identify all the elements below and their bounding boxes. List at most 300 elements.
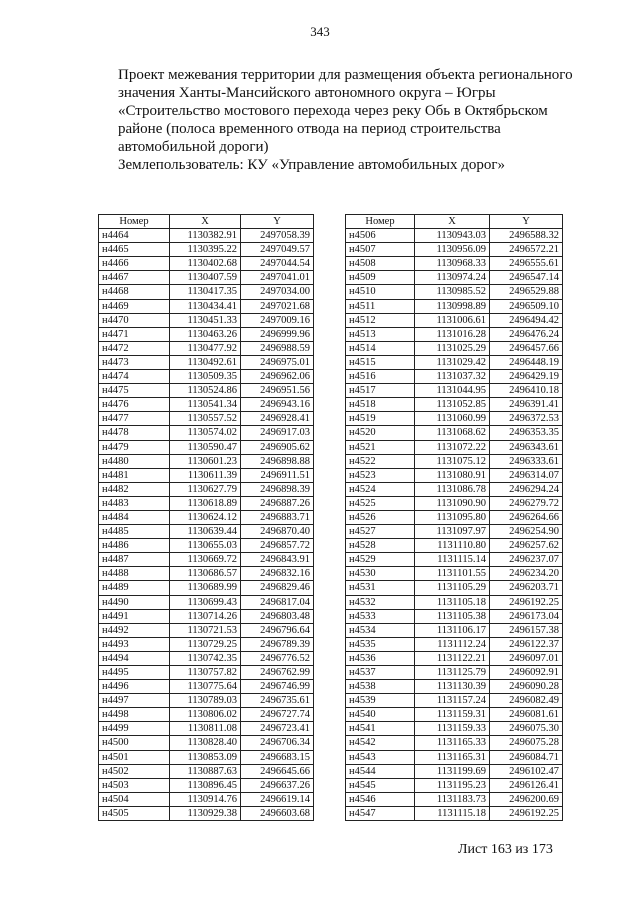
- x-coordinate-cell: 1130524.86: [170, 384, 241, 398]
- point-number-cell: н4470: [99, 313, 170, 327]
- point-number-cell: н4510: [346, 285, 415, 299]
- y-coordinate-cell: 2496789.39: [241, 637, 314, 651]
- x-coordinate-cell: 1130627.79: [170, 482, 241, 496]
- document-title: [118, 66, 598, 174]
- table-row: [99, 440, 314, 454]
- table-row: [99, 651, 314, 665]
- y-coordinate-cell: 2496173.04: [490, 609, 563, 623]
- point-number-cell: н4489: [99, 581, 170, 595]
- point-number-cell: н4530: [346, 567, 415, 581]
- point-number-cell: н4508: [346, 257, 415, 271]
- table-row: [99, 468, 314, 482]
- x-coordinate-cell: 1131052.85: [415, 398, 490, 412]
- table-row: [346, 229, 563, 243]
- table-row: [346, 708, 563, 722]
- x-coordinate-cell: 1130402.68: [170, 257, 241, 271]
- point-number-cell: н4467: [99, 271, 170, 285]
- point-number-cell: н4502: [99, 764, 170, 778]
- table-row: [99, 623, 314, 637]
- x-coordinate-cell: 1131090.90: [415, 496, 490, 510]
- y-coordinate-cell: 2496157.38: [490, 623, 563, 637]
- point-number-cell: н4505: [99, 806, 170, 820]
- table-row: [346, 454, 563, 468]
- title-line: районе (полоса временного отвода на период строительства: [118, 121, 501, 137]
- point-number-cell: н4483: [99, 496, 170, 510]
- table-row: [346, 355, 563, 369]
- table-row: [99, 496, 314, 510]
- x-coordinate-cell: 1130382.91: [170, 229, 241, 243]
- y-coordinate-cell: 2496746.99: [241, 680, 314, 694]
- point-number-cell: н4522: [346, 454, 415, 468]
- table-row: [99, 581, 314, 595]
- y-coordinate-cell: 2496603.68: [241, 806, 314, 820]
- y-coordinate-cell: 2496075.28: [490, 736, 563, 750]
- table-row: [99, 426, 314, 440]
- table-row: [99, 666, 314, 680]
- point-number-cell: н4535: [346, 637, 415, 651]
- y-coordinate-cell: 2496192.25: [490, 595, 563, 609]
- x-coordinate-cell: 1130721.53: [170, 623, 241, 637]
- table-row: [99, 637, 314, 651]
- x-coordinate-cell: 1130590.47: [170, 440, 241, 454]
- point-number-cell: н4509: [346, 271, 415, 285]
- x-coordinate-cell: 1131130.39: [415, 680, 490, 694]
- x-coordinate-cell: 1131195.23: [415, 778, 490, 792]
- y-coordinate-cell: 2496951.56: [241, 384, 314, 398]
- point-number-cell: н4543: [346, 750, 415, 764]
- point-number-cell: н4475: [99, 384, 170, 398]
- table-row: [99, 229, 314, 243]
- point-number-cell: н4515: [346, 355, 415, 369]
- title-line: автомобильной дороги): [118, 139, 269, 155]
- x-coordinate-cell: 1131025.29: [415, 341, 490, 355]
- y-coordinate-cell: 2496887.26: [241, 496, 314, 510]
- table-row: [346, 539, 563, 553]
- table-row: [99, 482, 314, 496]
- x-coordinate-cell: 1130998.89: [415, 299, 490, 313]
- point-number-cell: н4491: [99, 609, 170, 623]
- y-coordinate-cell: 2496999.96: [241, 327, 314, 341]
- point-number-cell: н4478: [99, 426, 170, 440]
- y-coordinate-cell: 2496126.41: [490, 778, 563, 792]
- table-row: [99, 694, 314, 708]
- y-coordinate-cell: 2496588.32: [490, 229, 563, 243]
- table-row: [346, 468, 563, 482]
- x-coordinate-cell: 1131115.14: [415, 553, 490, 567]
- point-number-cell: н4538: [346, 680, 415, 694]
- x-coordinate-cell: 1130729.25: [170, 637, 241, 651]
- point-number-cell: н4540: [346, 708, 415, 722]
- point-number-cell: н4493: [99, 637, 170, 651]
- table-row: [99, 525, 314, 539]
- x-coordinate-cell: 1131060.99: [415, 412, 490, 426]
- y-coordinate-cell: 2496391.41: [490, 398, 563, 412]
- point-number-cell: н4537: [346, 666, 415, 680]
- y-coordinate-cell: 2496237.07: [490, 553, 563, 567]
- point-number-cell: н4486: [99, 539, 170, 553]
- x-coordinate-cell: 1130509.35: [170, 370, 241, 384]
- y-coordinate-cell: 2497044.54: [241, 257, 314, 271]
- point-number-cell: н4546: [346, 792, 415, 806]
- point-number-cell: н4494: [99, 651, 170, 665]
- y-coordinate-cell: 2496843.91: [241, 553, 314, 567]
- y-coordinate-cell: 2496372.53: [490, 412, 563, 426]
- y-coordinate-cell: 2496200.69: [490, 792, 563, 806]
- y-coordinate-cell: 2496817.04: [241, 595, 314, 609]
- coordinates-table-left: [98, 214, 314, 821]
- table-row: [346, 496, 563, 510]
- table-row: [346, 581, 563, 595]
- point-number-cell: н4545: [346, 778, 415, 792]
- table-row: [346, 680, 563, 694]
- x-coordinate-cell: 1131112.24: [415, 637, 490, 651]
- point-number-cell: н4479: [99, 440, 170, 454]
- x-coordinate-cell: 1130699.43: [170, 595, 241, 609]
- x-coordinate-cell: 1131105.29: [415, 581, 490, 595]
- y-coordinate-cell: 2496988.59: [241, 341, 314, 355]
- x-coordinate-cell: 1131075.12: [415, 454, 490, 468]
- point-number-cell: н4507: [346, 243, 415, 257]
- y-coordinate-cell: 2496975.01: [241, 355, 314, 369]
- x-coordinate-cell: 1130806.02: [170, 708, 241, 722]
- y-coordinate-cell: 2496264.66: [490, 510, 563, 524]
- y-coordinate-cell: 2496509.10: [490, 299, 563, 313]
- y-coordinate-cell: 2496962.06: [241, 370, 314, 384]
- table-row: [346, 750, 563, 764]
- point-number-cell: н4480: [99, 454, 170, 468]
- y-coordinate-cell: 2496803.48: [241, 609, 314, 623]
- x-coordinate-cell: 1130655.03: [170, 539, 241, 553]
- y-coordinate-cell: 2496762.99: [241, 666, 314, 680]
- point-number-cell: н4512: [346, 313, 415, 327]
- x-coordinate-cell: 1130853.09: [170, 750, 241, 764]
- point-number-cell: н4464: [99, 229, 170, 243]
- y-coordinate-cell: 2496279.72: [490, 496, 563, 510]
- y-coordinate-cell: 2496203.71: [490, 581, 563, 595]
- x-coordinate-cell: 1131159.31: [415, 708, 490, 722]
- y-coordinate-cell: 2496883.71: [241, 510, 314, 524]
- y-coordinate-cell: 2496870.40: [241, 525, 314, 539]
- table-row: [346, 482, 563, 496]
- y-coordinate-cell: 2496829.46: [241, 581, 314, 595]
- table-row: [99, 398, 314, 412]
- table-row: [346, 764, 563, 778]
- table-row: [346, 257, 563, 271]
- y-coordinate-cell: 2496097.01: [490, 651, 563, 665]
- x-coordinate-cell: 1131037.32: [415, 370, 490, 384]
- x-coordinate-cell: 1131159.33: [415, 722, 490, 736]
- x-coordinate-cell: 1130618.89: [170, 496, 241, 510]
- y-coordinate-cell: 2496917.03: [241, 426, 314, 440]
- y-coordinate-cell: 2496555.61: [490, 257, 563, 271]
- table-body: [346, 229, 563, 821]
- y-coordinate-cell: 2496092.91: [490, 666, 563, 680]
- y-coordinate-cell: 2496457.66: [490, 341, 563, 355]
- x-coordinate-cell: 1130828.40: [170, 736, 241, 750]
- table-row: [99, 454, 314, 468]
- point-number-cell: н4521: [346, 440, 415, 454]
- x-coordinate-cell: 1130639.44: [170, 525, 241, 539]
- header-x: X: [415, 215, 490, 229]
- x-coordinate-cell: 1130434.41: [170, 299, 241, 313]
- point-number-cell: н4542: [346, 736, 415, 750]
- y-coordinate-cell: 2496905.62: [241, 440, 314, 454]
- y-coordinate-cell: 2496928.41: [241, 412, 314, 426]
- header-y: Y: [490, 215, 563, 229]
- point-number-cell: н4532: [346, 595, 415, 609]
- y-coordinate-cell: 2496735.61: [241, 694, 314, 708]
- table-row: [346, 327, 563, 341]
- title-line: Проект межевания территории для размещения объекта регионального: [118, 67, 573, 83]
- table-header-row: [99, 215, 314, 229]
- table-row: [346, 778, 563, 792]
- table-row: [346, 370, 563, 384]
- x-coordinate-cell: 1131044.95: [415, 384, 490, 398]
- point-number-cell: н4485: [99, 525, 170, 539]
- header-number: Номер: [99, 215, 170, 229]
- x-coordinate-cell: 1130714.26: [170, 609, 241, 623]
- y-coordinate-cell: 2496796.64: [241, 623, 314, 637]
- land-user-line: Землепользователь: КУ «Управление автомобильных дорог»: [118, 157, 506, 173]
- table-row: [346, 806, 563, 820]
- table-header-row: [346, 215, 563, 229]
- point-number-cell: н4526: [346, 510, 415, 524]
- y-coordinate-cell: 2496547.14: [490, 271, 563, 285]
- point-number-cell: н4523: [346, 468, 415, 482]
- point-number-cell: н4524: [346, 482, 415, 496]
- point-number-cell: н4528: [346, 539, 415, 553]
- y-coordinate-cell: 2497009.16: [241, 313, 314, 327]
- table-row: [99, 778, 314, 792]
- y-coordinate-cell: 2496727.74: [241, 708, 314, 722]
- x-coordinate-cell: 1130686.57: [170, 567, 241, 581]
- table-row: [346, 567, 563, 581]
- x-coordinate-cell: 1130557.52: [170, 412, 241, 426]
- table-row: [346, 525, 563, 539]
- y-coordinate-cell: 2496448.19: [490, 355, 563, 369]
- x-coordinate-cell: 1131115.18: [415, 806, 490, 820]
- title-line: «Строительство мостового перехода через реку Обь в Октябрьском: [118, 103, 548, 119]
- x-coordinate-cell: 1131068.62: [415, 426, 490, 440]
- x-coordinate-cell: 1130943.03: [415, 229, 490, 243]
- x-coordinate-cell: 1130624.12: [170, 510, 241, 524]
- point-number-cell: н4506: [346, 229, 415, 243]
- point-number-cell: н4499: [99, 722, 170, 736]
- y-coordinate-cell: 2496410.18: [490, 384, 563, 398]
- x-coordinate-cell: 1130757.82: [170, 666, 241, 680]
- y-coordinate-cell: 2497041.01: [241, 271, 314, 285]
- table-row: [99, 299, 314, 313]
- x-coordinate-cell: 1130395.22: [170, 243, 241, 257]
- table-row: [346, 623, 563, 637]
- y-coordinate-cell: 2496254.90: [490, 525, 563, 539]
- x-coordinate-cell: 1131125.79: [415, 666, 490, 680]
- table-row: [346, 313, 563, 327]
- point-number-cell: н4527: [346, 525, 415, 539]
- x-coordinate-cell: 1130789.03: [170, 694, 241, 708]
- point-number-cell: н4495: [99, 666, 170, 680]
- table-row: [346, 609, 563, 623]
- point-number-cell: н4469: [99, 299, 170, 313]
- table-row: [99, 792, 314, 806]
- y-coordinate-cell: 2496619.14: [241, 792, 314, 806]
- y-coordinate-cell: 2496529.88: [490, 285, 563, 299]
- table-row: [346, 637, 563, 651]
- header-number: Номер: [346, 215, 415, 229]
- y-coordinate-cell: 2496343.61: [490, 440, 563, 454]
- header-x: X: [170, 215, 241, 229]
- x-coordinate-cell: 1131029.42: [415, 355, 490, 369]
- table-row: [99, 553, 314, 567]
- y-coordinate-cell: 2496090.28: [490, 680, 563, 694]
- table-row: [99, 764, 314, 778]
- x-coordinate-cell: 1130477.92: [170, 341, 241, 355]
- x-coordinate-cell: 1131072.22: [415, 440, 490, 454]
- point-number-cell: н4482: [99, 482, 170, 496]
- x-coordinate-cell: 1130541.34: [170, 398, 241, 412]
- point-number-cell: н4466: [99, 257, 170, 271]
- x-coordinate-cell: 1130574.02: [170, 426, 241, 440]
- point-number-cell: н4539: [346, 694, 415, 708]
- y-coordinate-cell: 2496494.42: [490, 313, 563, 327]
- table-row: [99, 243, 314, 257]
- y-coordinate-cell: 2496084.71: [490, 750, 563, 764]
- x-coordinate-cell: 1130463.26: [170, 327, 241, 341]
- sheet-number: Лист 163 из 173: [458, 842, 553, 857]
- x-coordinate-cell: 1131157.24: [415, 694, 490, 708]
- x-coordinate-cell: 1130451.33: [170, 313, 241, 327]
- y-coordinate-cell: 2496476.24: [490, 327, 563, 341]
- y-coordinate-cell: 2496122.37: [490, 637, 563, 651]
- point-number-cell: н4501: [99, 750, 170, 764]
- table-row: [99, 722, 314, 736]
- x-coordinate-cell: 1130974.24: [415, 271, 490, 285]
- table-row: [346, 553, 563, 567]
- x-coordinate-cell: 1130417.35: [170, 285, 241, 299]
- point-number-cell: н4476: [99, 398, 170, 412]
- x-coordinate-cell: 1131105.38: [415, 609, 490, 623]
- table-row: [346, 595, 563, 609]
- table-row: [99, 327, 314, 341]
- point-number-cell: н4468: [99, 285, 170, 299]
- point-number-cell: н4504: [99, 792, 170, 806]
- x-coordinate-cell: 1130669.72: [170, 553, 241, 567]
- table-row: [346, 440, 563, 454]
- point-number-cell: н4500: [99, 736, 170, 750]
- table-row: [346, 398, 563, 412]
- x-coordinate-cell: 1130742.35: [170, 651, 241, 665]
- x-coordinate-cell: 1131165.31: [415, 750, 490, 764]
- x-coordinate-cell: 1131016.28: [415, 327, 490, 341]
- x-coordinate-cell: 1130689.99: [170, 581, 241, 595]
- x-coordinate-cell: 1130985.52: [415, 285, 490, 299]
- y-coordinate-cell: 2496911.51: [241, 468, 314, 482]
- table-row: [346, 651, 563, 665]
- x-coordinate-cell: 1130956.09: [415, 243, 490, 257]
- y-coordinate-cell: 2496075.30: [490, 722, 563, 736]
- table-row: [99, 750, 314, 764]
- table-row: [346, 384, 563, 398]
- table-row: [346, 243, 563, 257]
- x-coordinate-cell: 1130896.45: [170, 778, 241, 792]
- y-coordinate-cell: 2497034.00: [241, 285, 314, 299]
- point-number-cell: н4481: [99, 468, 170, 482]
- y-coordinate-cell: 2496294.24: [490, 482, 563, 496]
- y-coordinate-cell: 2496637.26: [241, 778, 314, 792]
- point-number-cell: н4498: [99, 708, 170, 722]
- y-coordinate-cell: 2496429.19: [490, 370, 563, 384]
- y-coordinate-cell: 2496314.07: [490, 468, 563, 482]
- table-row: [346, 412, 563, 426]
- point-number-cell: н4465: [99, 243, 170, 257]
- x-coordinate-cell: 1131165.33: [415, 736, 490, 750]
- y-coordinate-cell: 2496333.61: [490, 454, 563, 468]
- point-number-cell: н4473: [99, 355, 170, 369]
- y-coordinate-cell: 2496257.62: [490, 539, 563, 553]
- table-row: [346, 510, 563, 524]
- y-coordinate-cell: 2496683.15: [241, 750, 314, 764]
- point-number-cell: н4514: [346, 341, 415, 355]
- x-coordinate-cell: 1130775.64: [170, 680, 241, 694]
- point-number-cell: н4503: [99, 778, 170, 792]
- point-number-cell: н4496: [99, 680, 170, 694]
- table-row: [99, 285, 314, 299]
- table-row: [346, 666, 563, 680]
- y-coordinate-cell: 2496706.34: [241, 736, 314, 750]
- table-row: [99, 355, 314, 369]
- point-number-cell: н4525: [346, 496, 415, 510]
- point-number-cell: н4490: [99, 595, 170, 609]
- table-row: [99, 736, 314, 750]
- y-coordinate-cell: 2496943.16: [241, 398, 314, 412]
- x-coordinate-cell: 1131199.69: [415, 764, 490, 778]
- table-row: [99, 257, 314, 271]
- table-row: [99, 539, 314, 553]
- x-coordinate-cell: 1131006.61: [415, 313, 490, 327]
- x-coordinate-cell: 1130811.08: [170, 722, 241, 736]
- x-coordinate-cell: 1130492.61: [170, 355, 241, 369]
- y-coordinate-cell: 2496776.52: [241, 651, 314, 665]
- x-coordinate-cell: 1131122.21: [415, 651, 490, 665]
- y-coordinate-cell: 2497049.57: [241, 243, 314, 257]
- x-coordinate-cell: 1131095.80: [415, 510, 490, 524]
- table-row: [99, 412, 314, 426]
- point-number-cell: н4488: [99, 567, 170, 581]
- y-coordinate-cell: 2496234.20: [490, 567, 563, 581]
- x-coordinate-cell: 1130887.63: [170, 764, 241, 778]
- table-row: [346, 285, 563, 299]
- x-coordinate-cell: 1131110.80: [415, 539, 490, 553]
- point-number-cell: н4487: [99, 553, 170, 567]
- point-number-cell: н4484: [99, 510, 170, 524]
- point-number-cell: н4474: [99, 370, 170, 384]
- point-number-cell: н4547: [346, 806, 415, 820]
- point-number-cell: н4534: [346, 623, 415, 637]
- x-coordinate-cell: 1131080.91: [415, 468, 490, 482]
- table-row: [346, 736, 563, 750]
- table-row: [99, 341, 314, 355]
- y-coordinate-cell: 2496898.39: [241, 482, 314, 496]
- table-row: [99, 313, 314, 327]
- x-coordinate-cell: 1131183.73: [415, 792, 490, 806]
- y-coordinate-cell: 2496645.66: [241, 764, 314, 778]
- table-row: [99, 567, 314, 581]
- point-number-cell: н4519: [346, 412, 415, 426]
- point-number-cell: н4517: [346, 384, 415, 398]
- point-number-cell: н4541: [346, 722, 415, 736]
- x-coordinate-cell: 1131097.97: [415, 525, 490, 539]
- x-coordinate-cell: 1130929.38: [170, 806, 241, 820]
